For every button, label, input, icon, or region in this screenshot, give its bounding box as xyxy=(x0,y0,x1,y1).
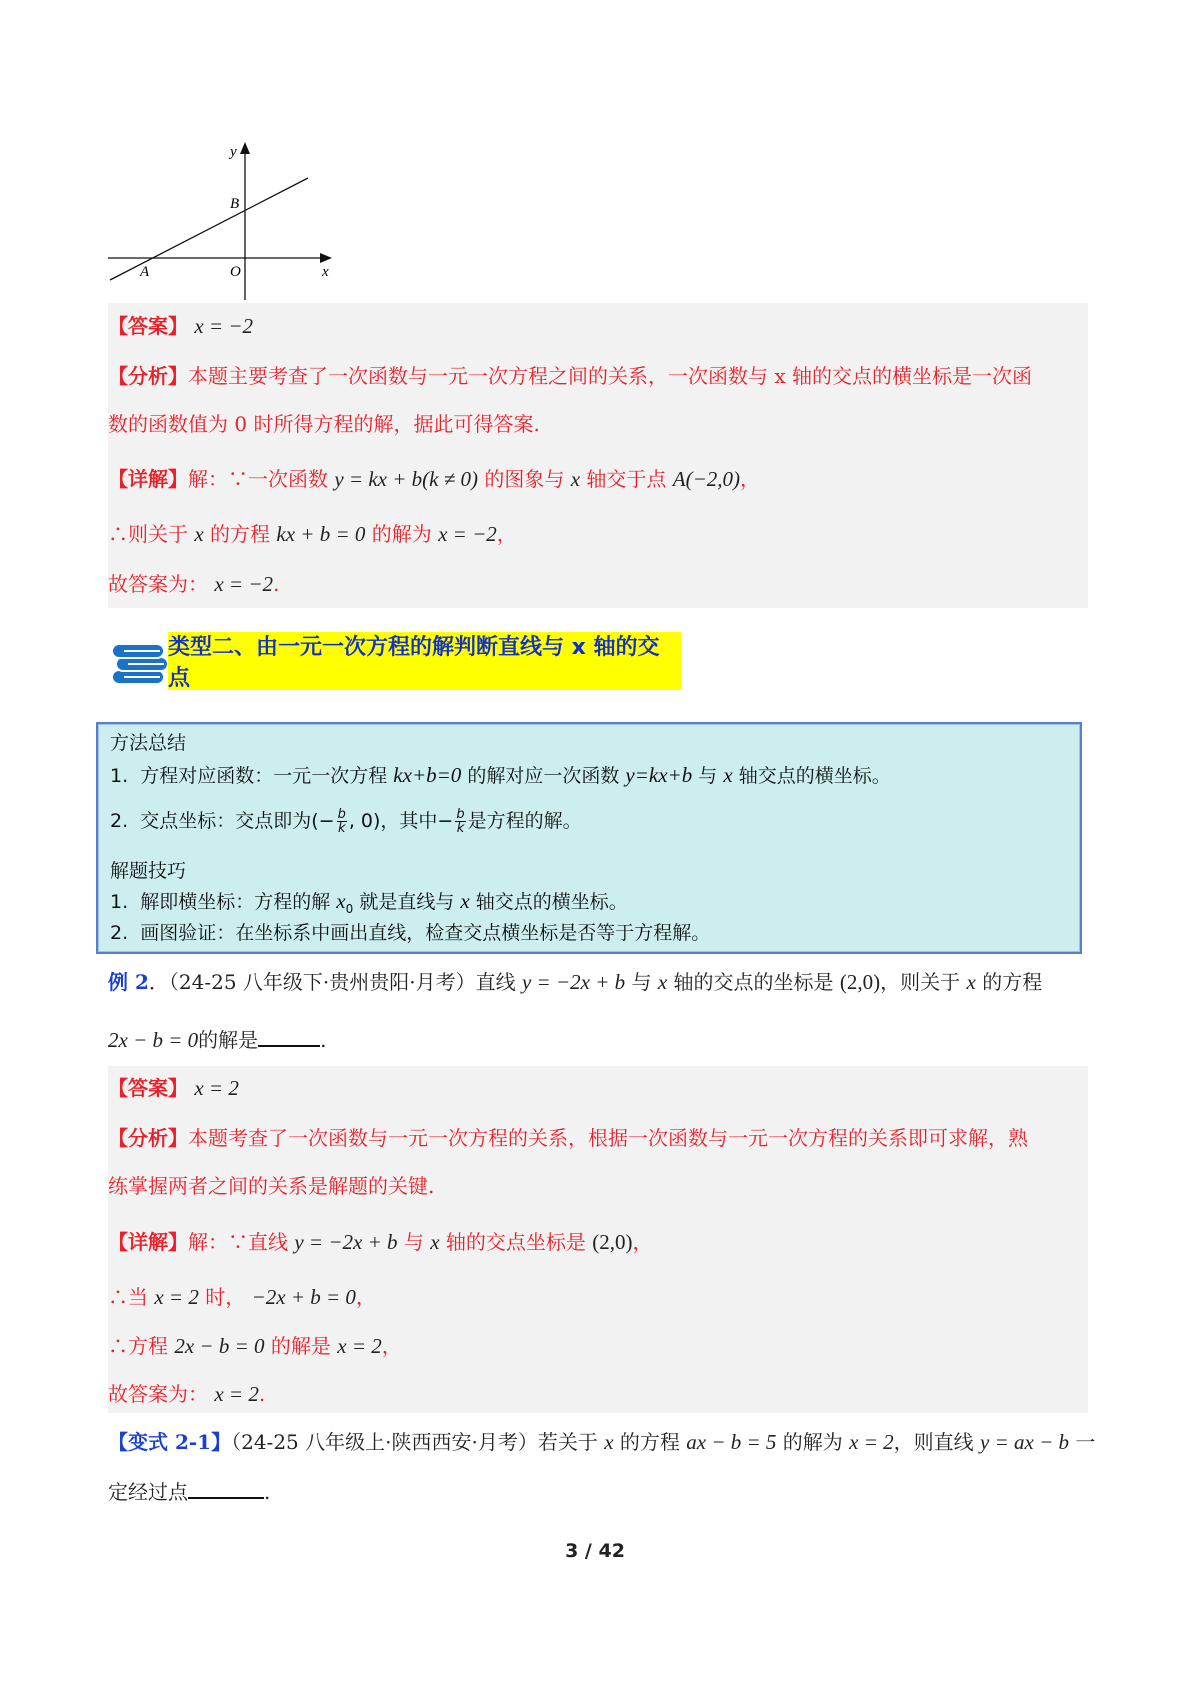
math-expression: x = −2 xyxy=(438,522,497,546)
math-variable: x xyxy=(570,467,581,491)
detail-text: ， xyxy=(496,522,517,546)
math-variable: x xyxy=(604,1430,614,1454)
detail-text: 时， xyxy=(205,1285,246,1309)
question-text: 的解为 xyxy=(782,1430,843,1454)
math-expression: x = 2 xyxy=(154,1285,199,1309)
example2-analysis-line2: 练掌握两者之间的关系是解题的关键. xyxy=(108,1174,435,1198)
detail-label: 【详解】 xyxy=(108,1230,188,1254)
item-text: 与 xyxy=(698,765,718,787)
question-text: 的方程 xyxy=(982,970,1043,994)
example1-detail-line1 xyxy=(108,465,760,493)
question-text: 的方程 xyxy=(619,1430,680,1454)
question-text: 一 xyxy=(1075,1430,1096,1454)
method-title: 方法总结 xyxy=(110,732,187,754)
detail-label: 【详解】 xyxy=(108,467,188,491)
math-expression: (k ≠ 0) xyxy=(422,467,479,491)
analysis-text: 本题考查了一次函数与一元一次方程的关系，根据一次函数与一元一次方程的关系即可求解，熟 xyxy=(188,1126,1028,1150)
answer-value: x = 2 xyxy=(194,1076,239,1100)
variant-question-line1 xyxy=(108,1428,1095,1456)
example2-answer-line xyxy=(108,1074,239,1102)
question-text: 轴的交点的坐标是 xyxy=(673,970,834,994)
books-icon xyxy=(110,636,172,690)
math-variable: x xyxy=(966,970,976,994)
example1-solution-panel xyxy=(108,303,1088,608)
analysis-text: 本题主要考查了一次函数与一元一次方程之间的关系，一次函数与 x 轴的交点的横坐标是一次函 xyxy=(188,364,1032,388)
detail-text: 的解是 xyxy=(270,1334,331,1358)
math-expression: y = −2x + b xyxy=(294,1230,398,1254)
type-heading: 类型二、由一元一次方程的解判断直线与 x 轴的交点 xyxy=(168,635,660,691)
detail-text: 与 xyxy=(403,1230,424,1254)
question-text: （24-25 八年级下·贵州贵阳·月考）直线 xyxy=(168,970,516,994)
math-expression: x = 2 xyxy=(849,1430,894,1454)
question-text: 的解是 xyxy=(198,1028,259,1052)
math-variable: x xyxy=(430,1230,440,1254)
example2-detail-line3 xyxy=(108,1332,402,1360)
answer-value: x = −2 xyxy=(194,314,254,338)
detail-text: . xyxy=(258,1382,266,1406)
math-expression: y=kx+b xyxy=(625,763,693,787)
detail-text: 解：∵直线 xyxy=(188,1230,288,1254)
math-variable: x xyxy=(723,763,733,787)
detail-text: ， xyxy=(632,1230,653,1254)
answer-label: 【答案】 xyxy=(108,314,188,338)
math-variable: x xyxy=(460,889,470,913)
detail-text: ∴方程 xyxy=(108,1334,168,1358)
detail-text: 故答案为： xyxy=(108,1382,208,1406)
graph-y-label: y xyxy=(230,144,237,160)
analysis-label: 【分析】 xyxy=(108,364,188,388)
detail-text: 的方程 xyxy=(210,522,271,546)
math-expression: x = 2 xyxy=(337,1334,382,1358)
detail-text: 解：∵一次函数 xyxy=(188,467,328,491)
tips-item-2 xyxy=(110,920,710,946)
detail-text: ∴则关于 xyxy=(108,522,188,546)
example-label: 例 2 xyxy=(108,970,149,994)
math-expression: kx+b=0 xyxy=(393,763,462,787)
math-variable: x xyxy=(657,970,668,994)
question-text: （24-25 八年级上·陕西西安·月考）若关于 xyxy=(231,1430,598,1454)
x-axis-arrow-icon xyxy=(320,253,332,263)
item-text: , 0)，其中− xyxy=(348,810,454,832)
item-number: 1. xyxy=(110,765,129,787)
math-expression: ax − b = 5 xyxy=(686,1430,777,1454)
analysis-label: 【分析】 xyxy=(108,1126,188,1150)
answer-blank[interactable] xyxy=(258,1027,320,1047)
detail-text: ， xyxy=(355,1285,376,1309)
fraction: $\frac{b}{k}$ xyxy=(337,807,346,836)
detail-text: 的解为 xyxy=(371,522,432,546)
math-expression: y = kx + b xyxy=(334,467,423,491)
math-expression: y = −2x + b xyxy=(521,970,626,994)
graph-x-label: x xyxy=(322,264,329,280)
tips-item-1 xyxy=(110,888,628,922)
example2-detail-line4 xyxy=(108,1380,265,1408)
detail-text: ， xyxy=(740,467,761,491)
method-item-1 xyxy=(110,762,891,789)
example1-detail-line2 xyxy=(108,520,517,548)
graph-point-b: B xyxy=(230,196,240,212)
page-number: 3 / 42 xyxy=(565,1540,625,1562)
example2-question-line2 xyxy=(108,1026,327,1054)
example1-detail-line3 xyxy=(108,570,279,598)
detail-text: 故答案为： xyxy=(108,572,208,596)
answer-blank[interactable] xyxy=(188,1479,264,1499)
tips-title: 解题技巧 xyxy=(110,860,187,882)
item-text: 画图验证：在坐标系中画出直线，检查交点横坐标是否等于方程解。 xyxy=(140,922,711,944)
item-text: 解即横坐标：方程的解 xyxy=(140,891,331,913)
linear-function-graph xyxy=(108,140,338,300)
math-expression: −2x + b = 0 xyxy=(251,1285,356,1309)
question-text: 定经过点 xyxy=(108,1480,188,1504)
math-expression: 2x − b = 0 xyxy=(174,1334,265,1358)
item-text: 轴交点的横坐标。 xyxy=(738,765,891,787)
detail-text: . xyxy=(273,572,280,596)
math-expression: y = ax − b xyxy=(980,1430,1069,1454)
item-text: 交点坐标：交点即为(− xyxy=(140,810,335,832)
math-expression: (2,0) xyxy=(839,970,881,994)
item-text: 是方程的解。 xyxy=(467,810,582,832)
detail-text: ， xyxy=(381,1334,402,1358)
item-number: 1. xyxy=(110,891,129,913)
example1-answer-line xyxy=(108,312,253,340)
math-expression: x = 2 xyxy=(214,1382,259,1406)
detail-text: 的图象与 xyxy=(484,467,565,491)
y-axis-arrow-icon xyxy=(240,142,250,154)
graph-origin: O xyxy=(230,264,241,280)
example1-analysis-line1 xyxy=(108,362,1032,390)
example2-detail-line1 xyxy=(108,1228,653,1256)
example-sep: ． xyxy=(148,970,169,994)
graph-point-a: A xyxy=(140,264,150,280)
question-text: 与 xyxy=(631,970,652,994)
example1-analysis-line2: 数的函数值为 0 时所得方程的解，据此可得答案. xyxy=(108,412,540,436)
math-expression: A(−2,0) xyxy=(672,467,741,491)
question-text: . xyxy=(320,1028,327,1052)
item-number: 2. xyxy=(110,922,129,944)
example2-question-line1 xyxy=(108,968,1042,996)
item-number: 2. xyxy=(110,810,129,832)
question-text: ，则直线 xyxy=(893,1430,974,1454)
math-expression: (2,0) xyxy=(592,1230,633,1254)
detail-text: 轴交于点 xyxy=(586,467,667,491)
math-expression: 2x − b = 0 xyxy=(108,1028,199,1052)
method-summary-box xyxy=(96,722,1082,954)
variant-question-line2 xyxy=(108,1478,270,1506)
example2-detail-line2 xyxy=(108,1283,376,1311)
item-text: 就是直线与 xyxy=(359,891,455,913)
type-heading-banner xyxy=(168,632,681,690)
question-text: ，则关于 xyxy=(880,970,961,994)
math-variable: x xyxy=(194,522,204,546)
item-text: 方程对应函数：一元一次方程 xyxy=(140,765,388,787)
detail-text: 轴的交点坐标是 xyxy=(445,1230,586,1254)
detail-text: ∴当 xyxy=(108,1285,148,1309)
math-expression: x = −2 xyxy=(214,572,274,596)
answer-label: 【答案】 xyxy=(108,1076,188,1100)
method-item-2 xyxy=(110,808,582,835)
item-text: 轴交点的横坐标。 xyxy=(475,891,628,913)
fraction: $\frac{b}{k}$ xyxy=(456,807,465,836)
math-subscript: 0 xyxy=(345,901,354,916)
math-variable: x xyxy=(336,889,346,913)
item-text: 的解对应一次函数 xyxy=(467,765,620,787)
example2-analysis-line1 xyxy=(108,1124,1028,1152)
variant-label: 【变式 2-1】 xyxy=(108,1430,232,1454)
question-text: . xyxy=(264,1480,271,1504)
math-expression: kx + b = 0 xyxy=(276,522,366,546)
